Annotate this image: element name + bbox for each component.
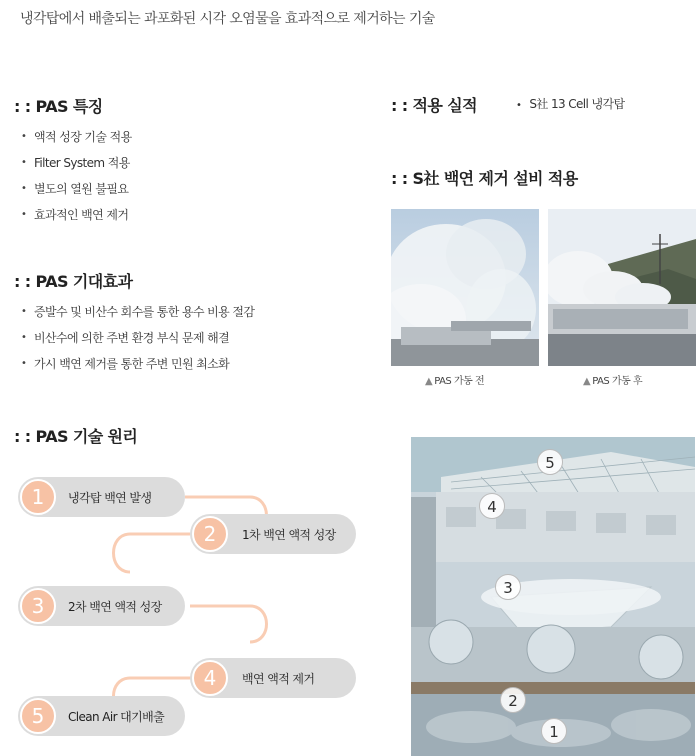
effects-item: • 비산수에 의한 주변 환경 부식 문제 해결 xyxy=(18,329,254,355)
flow-step-4 xyxy=(190,658,356,698)
diagram-marker-5: 5 xyxy=(537,449,563,475)
features-list xyxy=(18,128,132,232)
step-label: 1차 백연 액적 성장 xyxy=(242,528,336,542)
intro-text: 냉각탑에서 배출되는 과포화된 시각 오염물을 효과적으로 제거하는 기술 xyxy=(20,11,435,27)
diagram-marker-4: 4 xyxy=(479,493,505,519)
features-item: • 액적 성장 기술 적용 xyxy=(18,128,132,154)
step-label: 냉각탑 백연 발생 xyxy=(68,491,152,505)
features-item: • 별도의 열원 불필요 xyxy=(18,180,132,206)
caption-before: ▲ PAS 가동 전 xyxy=(425,376,485,387)
flow-step-3 xyxy=(18,586,185,626)
step-label: 백연 액적 제거 xyxy=(242,672,315,686)
step-badge: 2 xyxy=(192,516,228,552)
principle-flow xyxy=(0,460,380,756)
flow-step-5 xyxy=(18,696,185,736)
record-title: : : 적용 실적 xyxy=(391,96,477,115)
diagram-marker-2: 2 xyxy=(500,687,526,713)
features-title: : : PAS 특징 xyxy=(14,97,103,116)
flow-step-2 xyxy=(190,514,356,554)
principle-title: : : PAS 기술 원리 xyxy=(14,427,138,446)
caption-before-text: PAS 가동 전 xyxy=(434,376,485,387)
step-badge: 3 xyxy=(20,588,56,624)
effects-item: • 가시 백연 제거를 통한 주변 민원 최소화 xyxy=(18,355,254,381)
step-badge: 4 xyxy=(192,660,228,696)
flow-step-1 xyxy=(18,477,185,517)
step-badge: 1 xyxy=(20,479,56,515)
diagram-marker-1: 1 xyxy=(541,718,567,744)
effects-list xyxy=(18,303,254,381)
photo-before xyxy=(391,209,539,366)
diagram-marker-3: 3 xyxy=(495,574,521,600)
features-item: • Filter System 적용 xyxy=(18,154,132,180)
step-label: 2차 백연 액적 성장 xyxy=(68,600,162,614)
step-badge: 5 xyxy=(20,698,56,734)
step-label: Clean Air 대기배출 xyxy=(68,710,165,724)
caption-after-text: PAS 가동 후 xyxy=(592,376,643,387)
photo-after xyxy=(548,209,696,366)
record-item: • S社 13 Cell 냉각탑 xyxy=(516,95,624,112)
effects-item: • 증발수 및 비산수 회수를 통한 용수 비용 절감 xyxy=(18,303,254,329)
cooling-tower-diagram xyxy=(411,437,695,756)
caption-after: ▲ PAS 가동 후 xyxy=(583,376,643,387)
effects-title: : : PAS 기대효과 xyxy=(14,272,133,291)
application-title: : : S社 백연 제거 설비 적용 xyxy=(391,169,578,188)
features-item: • 효과적인 백연 제거 xyxy=(18,206,132,232)
